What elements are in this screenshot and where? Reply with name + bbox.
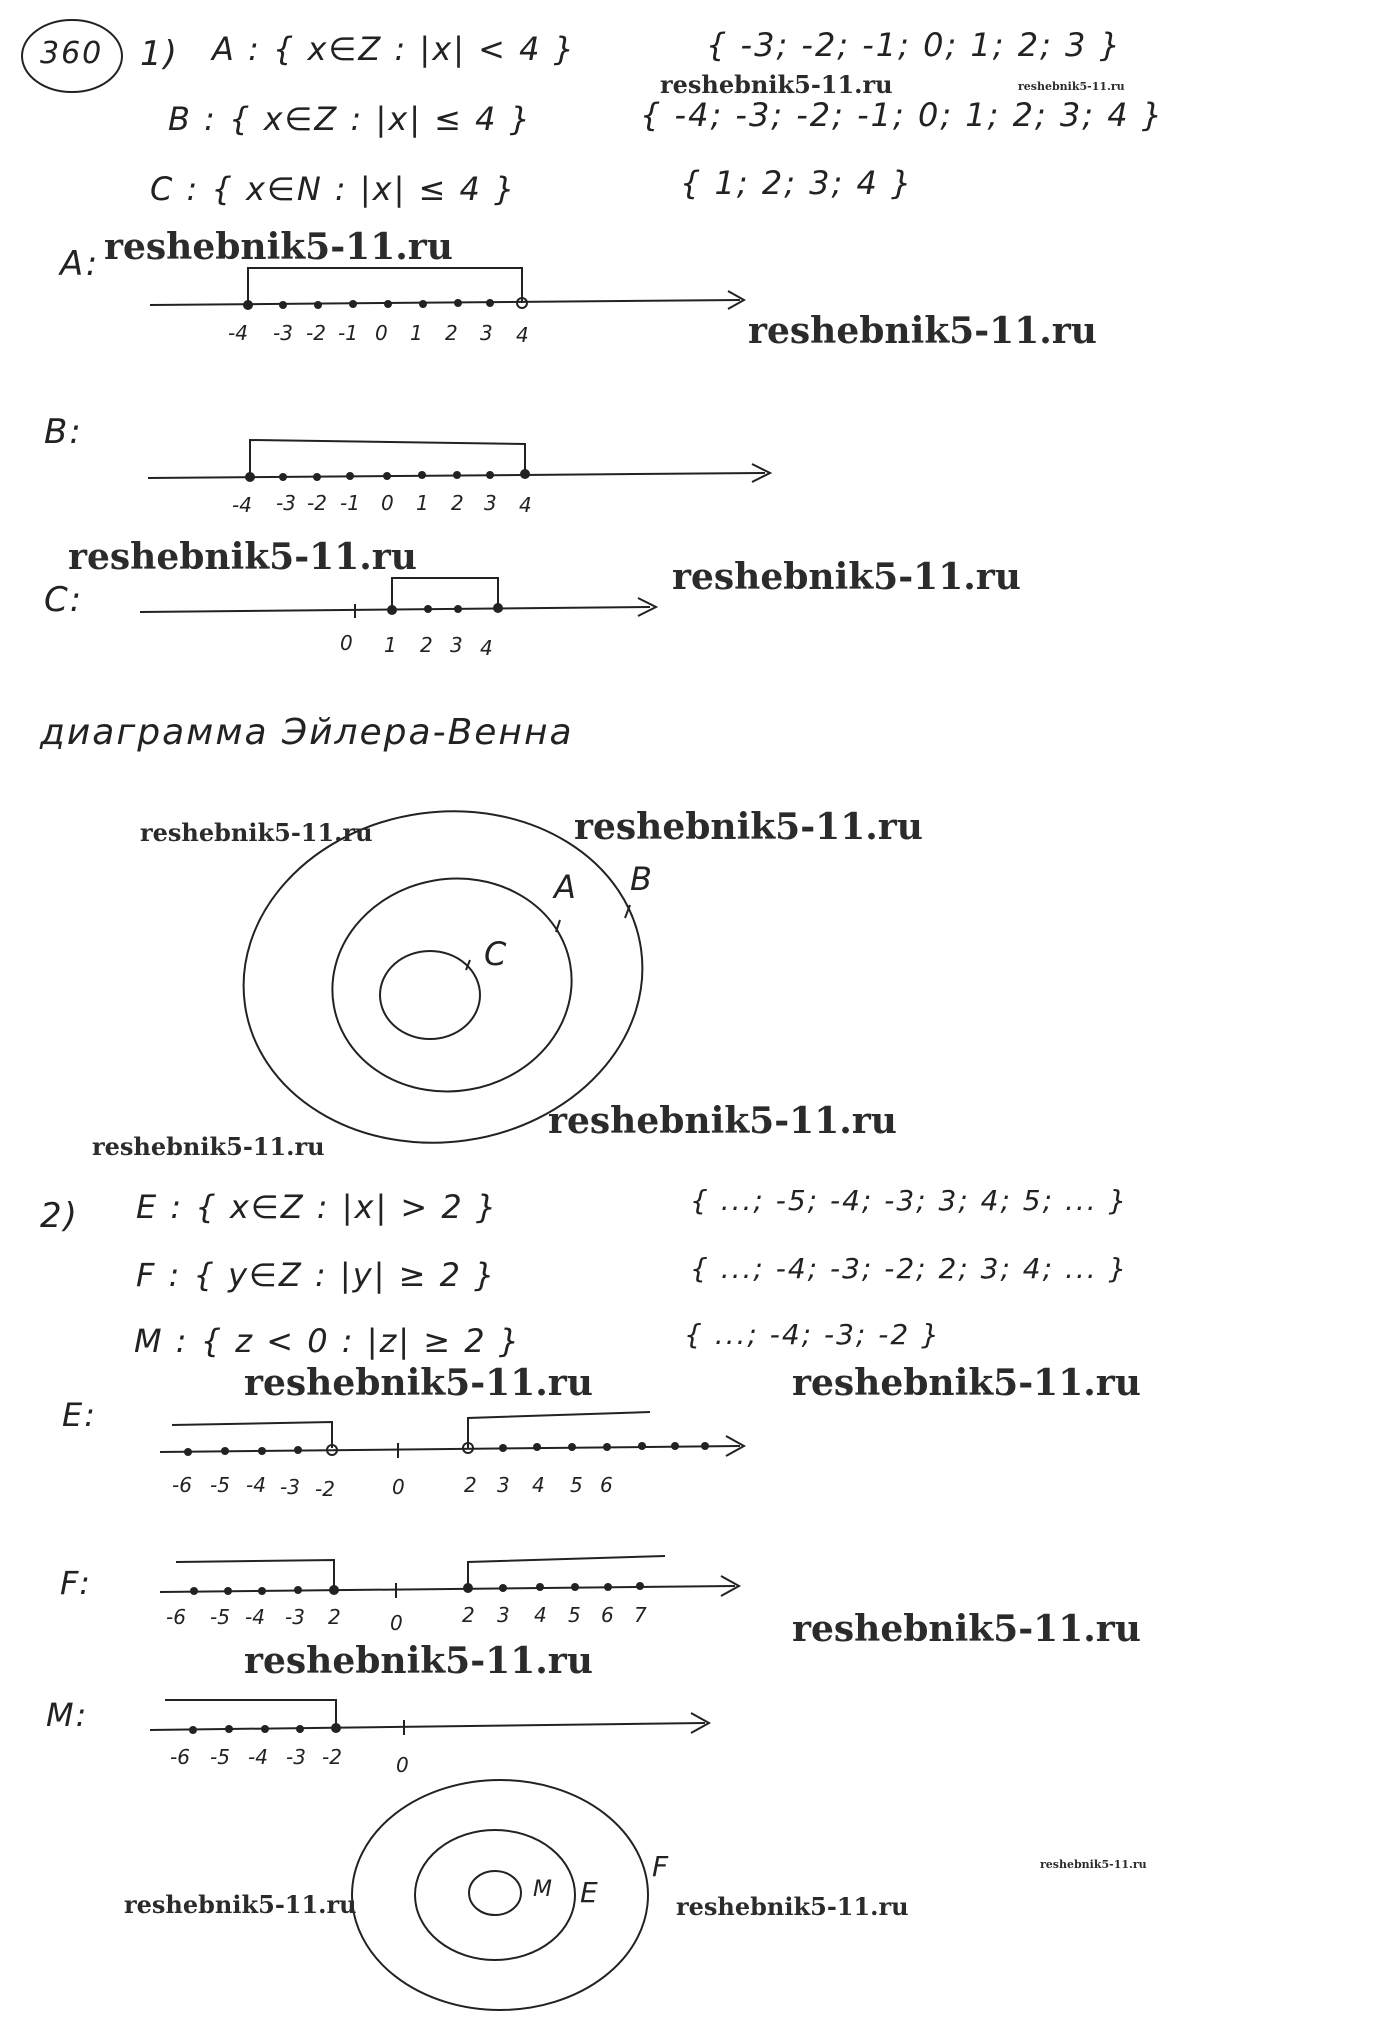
tick-label: 1 [416,491,429,515]
watermark: reshebnik5-11.ru [676,1892,909,1921]
tick-label: -2 [307,491,327,515]
set-m-elements: { ...; -4; -3; -2 } [684,1318,941,1351]
tick-label: 0 [390,1611,403,1635]
tick-label: -5 [210,1473,230,1497]
tick-label: 3 [450,633,463,657]
number-line-c-label: C: [44,580,84,620]
tick-label: -6 [172,1473,192,1497]
tick-label: -4 [248,1745,268,1769]
tick-label: 0 [396,1753,409,1777]
venn-label-c: C [484,935,507,973]
venn-label-f: F [652,1850,669,1883]
tick-label: 6 [601,1603,614,1627]
tick-label: 0 [381,491,394,515]
watermark: reshebnik5-11.ru [792,1362,1141,1404]
venn-label-m: M [533,1877,552,1902]
tick-label: -3 [273,321,293,345]
watermark: reshebnik5-11.ru [104,226,453,268]
tick-label: 2 [462,1603,475,1627]
tick-label: -4 [245,1605,265,1629]
watermark: reshebnik5-11.ru [124,1890,357,1919]
set-c-elements: { 1; 2; 3; 4 } [680,164,914,202]
tick-label: 1 [384,633,397,657]
tick-label: 3 [497,1473,510,1497]
number-line-m-label: M: [46,1696,89,1734]
tick-label: -5 [210,1605,230,1629]
set-f-definition: F : { y∈Z : |y| ≥ 2 } [136,1256,497,1294]
tick-label: 4 [519,493,532,517]
set-f-elements: { ...; -4; -3; -2; 2; 3; 4; ... } [690,1252,1129,1285]
number-line-a-label: A: [60,244,100,284]
set-c-definition: C : { x∈N : |x| ≤ 4 } [150,170,517,208]
tick-label: -3 [285,1605,305,1629]
watermark: reshebnik5-11.ru [792,1608,1141,1650]
watermark: reshebnik5-11.ru [1040,1858,1147,1871]
tick-label: -6 [170,1745,190,1769]
venn-label-e: E [580,1876,598,1909]
tick-label: -1 [340,491,360,515]
tick-label: 5 [568,1603,581,1627]
number-line-e-label: E: [62,1396,97,1434]
watermark: reshebnik5-11.ru [68,536,417,578]
tick-label: 2 [420,633,433,657]
part1-label: 1) [140,34,179,74]
number-line-b-ticks [232,491,532,517]
tick-label: -2 [306,321,326,345]
tick-label: -3 [276,491,296,515]
set-m-definition: M : { z < 0 : |z| ≥ 2 } [134,1322,522,1360]
set-b-elements: { -4; -3; -2; -1; 0; 1; 2; 3; 4 } [640,96,1165,134]
tick-label: -4 [232,493,252,517]
tick-label: -2 [315,1477,335,1501]
number-line-b-label: B: [44,412,83,452]
tick-label: 7 [634,1603,647,1627]
watermark: reshebnik5-11.ru [548,1100,897,1142]
number-line-c-ticks [340,631,493,660]
watermark: reshebnik5-11.ru [1018,80,1125,93]
tick-label: 0 [340,631,353,655]
tick-label: 6 [600,1473,613,1497]
tick-label: -4 [246,1473,266,1497]
number-line-b [148,440,770,482]
number-line-f [160,1556,739,1598]
diagram-title: диаграмма Эйлера-Венна [40,712,574,753]
watermark: reshebnik5-11.ru [140,818,373,847]
tick-label: 0 [375,321,388,345]
watermark: reshebnik5-11.ru [574,806,923,848]
number-line-e [160,1412,744,1458]
tick-label: 5 [570,1473,583,1497]
tick-label: -2 [322,1745,342,1769]
tick-label: -5 [210,1745,230,1769]
tick-label: 4 [532,1473,545,1497]
set-b-definition: B : { x∈Z : |x| ≤ 4 } [168,100,533,138]
number-line-f-label: F: [60,1564,93,1602]
tick-label: 4 [516,323,529,347]
watermark: reshebnik5-11.ru [672,556,1021,598]
number-line-f-ticks [166,1603,647,1635]
set-a-definition: A : { x∈Z : |x| < 4 } [212,30,576,68]
tick-label: -6 [166,1605,186,1629]
tick-label: -4 [228,321,248,345]
tick-label: 2 [328,1605,341,1629]
venn-label-b: B [630,860,652,898]
number-line-a-ticks [228,321,529,347]
number-line-m-ticks [170,1745,409,1777]
tick-label: 2 [445,321,458,345]
number-line-e-ticks [172,1473,613,1501]
watermark: reshebnik5-11.ru [244,1640,593,1682]
set-e-elements: { ...; -5; -4; -3; 3; 4; 5; ... } [690,1184,1129,1217]
watermark: reshebnik5-11.ru [748,310,1097,352]
number-line-m [150,1700,709,1735]
tick-label: 1 [410,321,423,345]
tick-label: -3 [280,1475,300,1499]
tick-label: 3 [497,1603,510,1627]
tick-label: 3 [484,491,497,515]
set-e-definition: E : { x∈Z : |x| > 2 } [136,1188,499,1226]
tick-label: 0 [392,1475,405,1499]
tick-label: 2 [451,491,464,515]
set-a-elements: { -3; -2; -1; 0; 1; 2; 3 } [706,26,1122,64]
tick-label: 4 [534,1603,547,1627]
venn-diagram-2 [352,1780,648,2010]
watermark: reshebnik5-11.ru [660,70,893,99]
number-line-a [150,268,744,310]
tick-label: -1 [338,321,358,345]
watermark: reshebnik5-11.ru [92,1132,325,1161]
problem-number: 360 [40,36,104,71]
tick-label: -3 [286,1745,306,1769]
part2-label: 2) [40,1196,79,1236]
tick-label: 3 [480,321,493,345]
venn-label-a: A [554,868,576,906]
tick-label: 4 [480,636,493,660]
tick-label: 2 [464,1473,477,1497]
watermark: reshebnik5-11.ru [244,1362,593,1404]
number-line-c [140,578,656,618]
